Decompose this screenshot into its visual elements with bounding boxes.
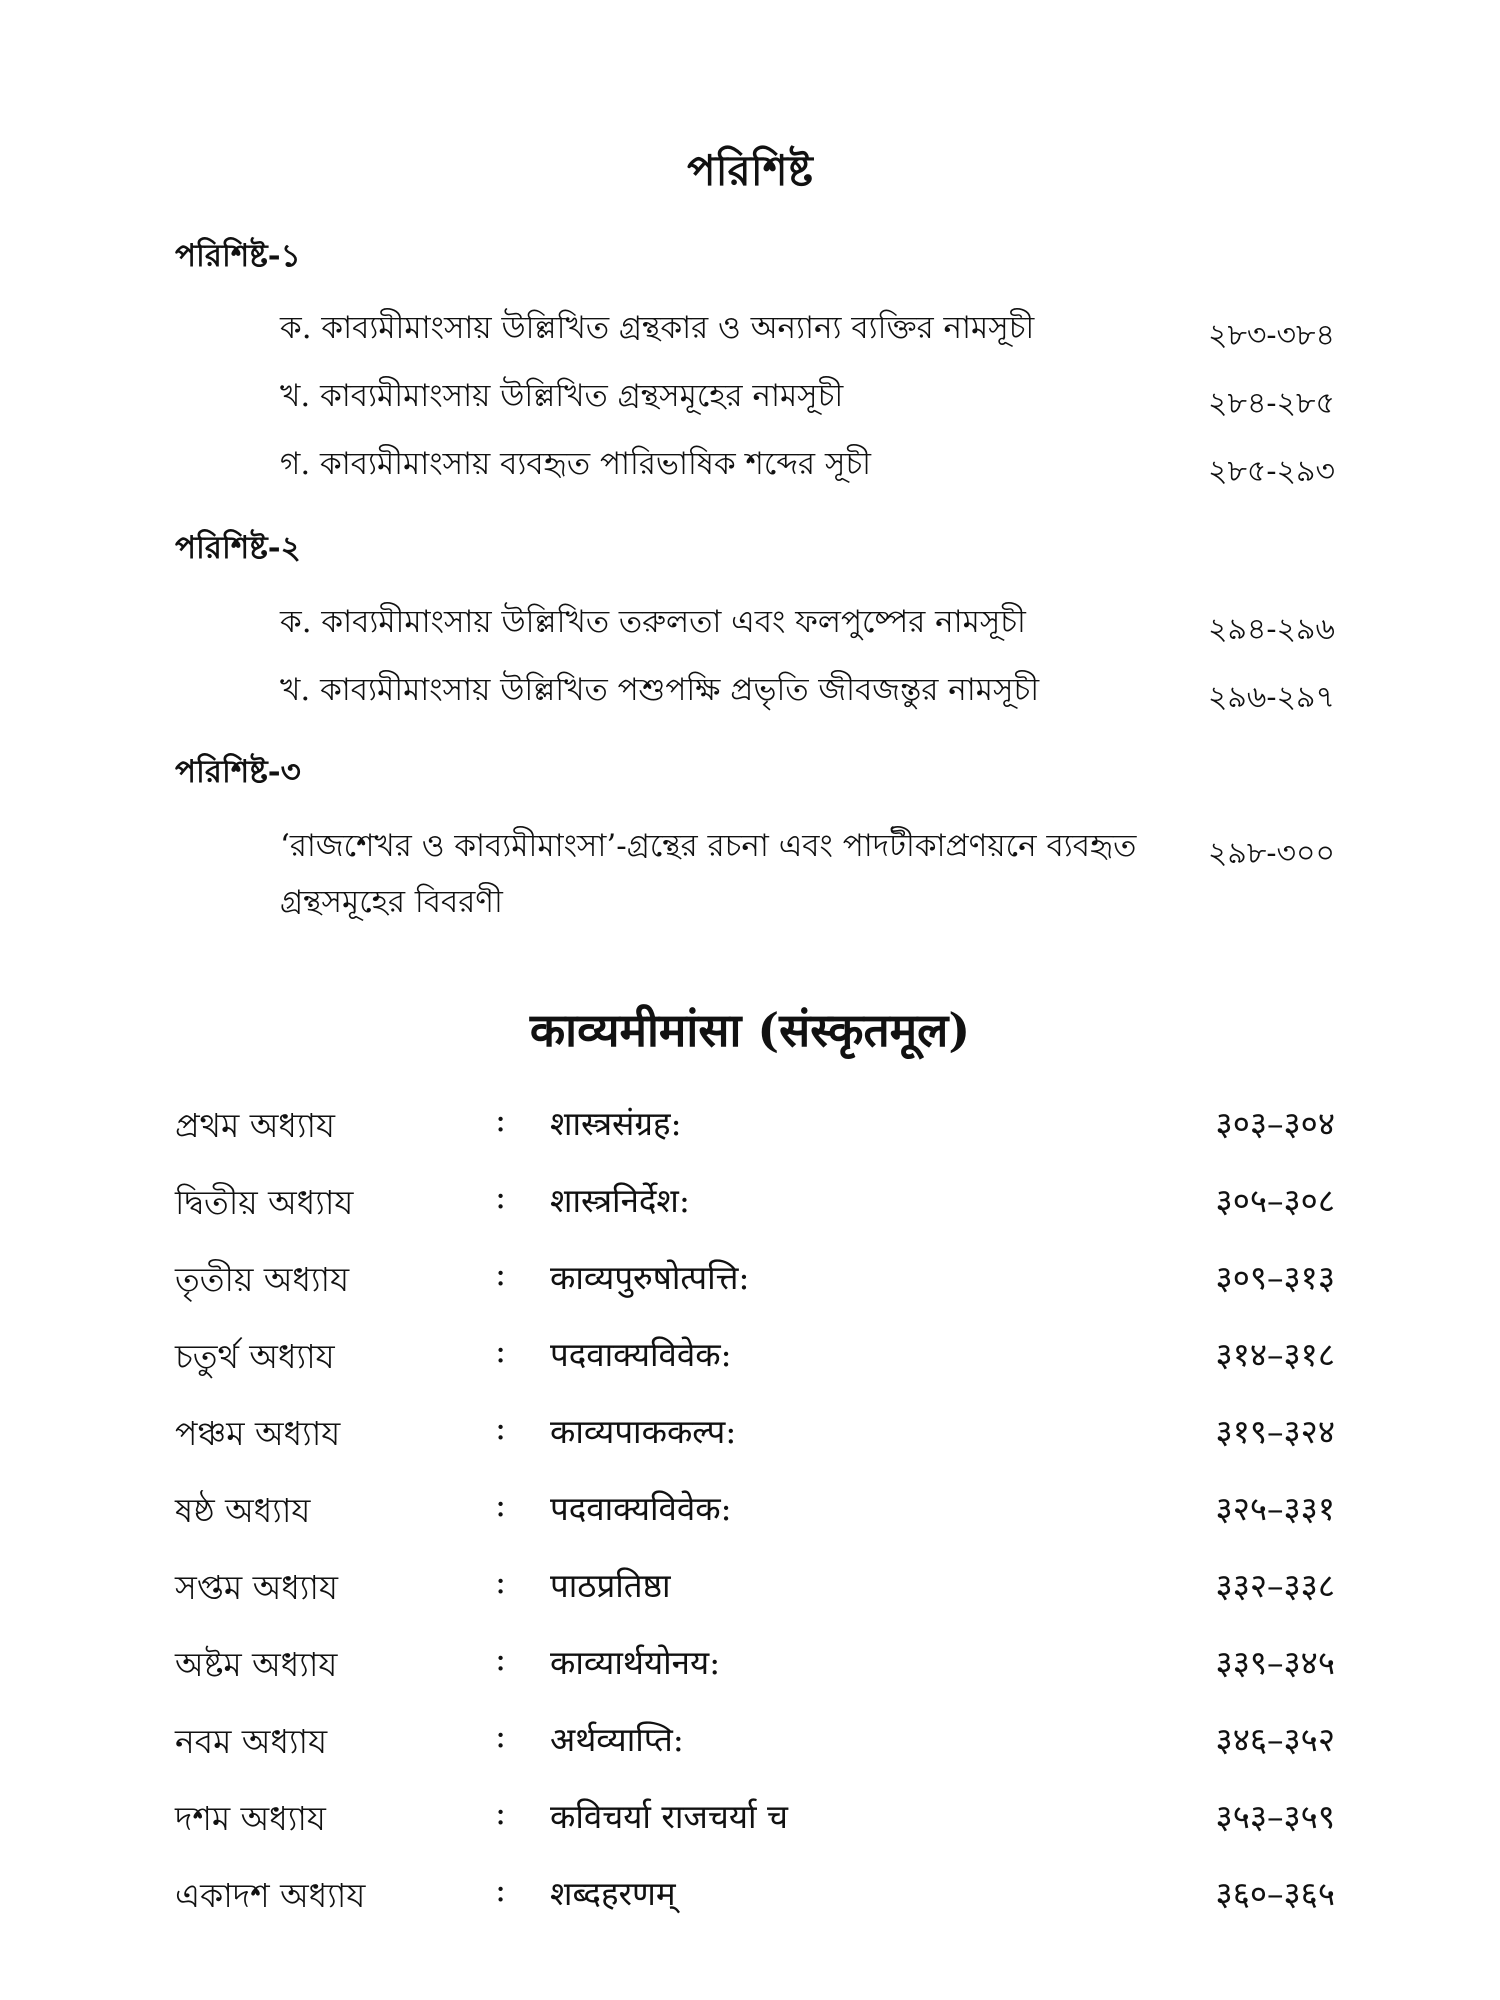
chapter-separator: : [495, 1716, 507, 1755]
chapter-separator: : [495, 1485, 507, 1524]
chapter-separator: : [495, 1639, 507, 1678]
chapter-pages: ३१४–३१८ [1215, 1335, 1335, 1374]
appendix-3-entry: ‘রাজশেখর ও কাব্যমীমাংসা’-গ্রন্থের রচনা এবং পাদটীকাপ্রণয়নে ব্যবহৃত গ্রন্থসমূহের বিবরণী [280, 828, 1137, 920]
chapter-row [175, 1716, 1335, 1776]
appendix-1-entry-c: গ. কাব্যমীমাংসায় ব্যবহৃত পারিভাষিক শব্দের সূচী [280, 446, 872, 482]
chapter-topic: शास्त्रसंग्रह: [550, 1104, 682, 1143]
chapter-name: তৃতীয় অধ্যায [175, 1260, 350, 1299]
chapter-topic: काव्यार्थयोनय: [550, 1643, 721, 1682]
chapter-pages: ३१९–३२४ [1215, 1412, 1335, 1451]
chapter-name: নবম অধ্যায [175, 1722, 328, 1761]
chapter-name: ষষ্ঠ অধ্যায [175, 1491, 311, 1530]
chapter-pages: ३३९–३४५ [1215, 1643, 1335, 1682]
chapter-topic: पदवाक्यविवेक: [550, 1335, 732, 1374]
chapter-name: অষ্টম অধ্যায [175, 1645, 338, 1684]
chapter-row [175, 1331, 1335, 1391]
chapter-separator: : [495, 1177, 507, 1216]
page-title: পরিশিষ্ট [687, 146, 813, 195]
appendix-2-entry-b: খ. কাব্যমীমাংসায় উল্লিখিত পশুপক্ষি প্রভৃতি জীবজন্তুর নামসূচী [280, 672, 1040, 708]
chapter-pages: ३६०–३६५ [1215, 1874, 1335, 1913]
chapter-name: সপ্তম অধ্যায [175, 1568, 338, 1607]
chapter-name: পঞ্চম অধ্যায [175, 1414, 341, 1453]
chapter-topic: कविचर्या राजचर्या च [550, 1797, 788, 1836]
chapter-pages: ३२५–३३१ [1215, 1489, 1335, 1528]
chapter-row [175, 1485, 1335, 1545]
chapter-row [175, 1639, 1335, 1699]
chapter-name: একাদশ অধ্যায [175, 1876, 366, 1915]
appendix-2-entry-a-pages: ২৯৪-২৯৬ [1207, 612, 1335, 647]
chapter-pages: ३३२–३३८ [1215, 1566, 1335, 1605]
chapter-pages: ३०५–३०८ [1215, 1181, 1335, 1220]
appendix-3-label: পরিশিষ্ট-৩ [175, 754, 301, 790]
chapter-pages: ३०३–३०४ [1215, 1104, 1335, 1143]
sanskrit-section-title: काव्यमीमांसा (संस्कृतमूल) [529, 1003, 971, 1057]
appendix-2-entry-b-pages: ২৯৬-২৯৭ [1207, 680, 1335, 715]
appendix-1-entry-b: খ. কাব্যমীমাংসায় উল্লিখিত গ্রন্থসমূহের নামসূচী [280, 378, 844, 414]
appendix-1-entry-a-pages: ২৮৩-৩৮৪ [1207, 318, 1335, 353]
chapter-name: প্রথম অধ্যায [175, 1106, 336, 1145]
appendix-1-entry-c-pages: ২৮৫-২৯৩ [1207, 454, 1335, 489]
chapter-topic: पदवाक्यविवेक: [550, 1489, 732, 1528]
chapter-separator: : [495, 1793, 507, 1832]
chapter-separator: : [495, 1331, 507, 1370]
chapter-row [175, 1562, 1335, 1622]
chapter-separator: : [495, 1870, 507, 1909]
appendix-1-entry-b-pages: ২৮৪-২৮৫ [1207, 386, 1335, 421]
chapter-name: চতুর্থ অধ্যায [175, 1337, 335, 1376]
appendix-1-label: পরিশিষ্ট-১ [175, 238, 301, 274]
appendix-1-entry-a: ক. কাব্যমীমাংসায় উল্লিখিত গ্রন্থকার ও অন্যান্য ব্যক্তির নামসূচী [280, 310, 1035, 346]
chapter-topic: शास्त्रनिर्देश: [550, 1181, 690, 1220]
chapter-separator: : [495, 1100, 507, 1139]
chapter-topic: काव्यपुरुषोत्पत्ति: [550, 1258, 750, 1297]
appendix-2-label: পরিশিষ্ট-২ [175, 530, 301, 566]
chapter-row [175, 1254, 1335, 1314]
chapter-topic: काव्यपाककल्प: [550, 1412, 737, 1451]
chapter-pages: ३५३–३५९ [1215, 1797, 1335, 1836]
chapter-topic: अर्थव्याप्ति: [550, 1720, 684, 1759]
chapter-name: দশম অধ্যায [175, 1799, 326, 1838]
chapter-pages: ३०९–३१३ [1215, 1258, 1335, 1297]
chapter-row [175, 1793, 1335, 1853]
chapter-separator: : [495, 1254, 507, 1293]
chapter-pages: ३४६–३५२ [1215, 1720, 1335, 1759]
appendix-3-entry-pages: ২৯৮-৩০০ [1207, 836, 1335, 871]
chapter-topic: शब्दहरणम् [550, 1874, 676, 1913]
chapter-row [175, 1100, 1335, 1160]
chapter-row [175, 1870, 1335, 1930]
appendix-2-entry-a: ক. কাব্যমীমাংসায় উল্লিখিত তরুলতা এবং ফলপুষ্পের নামসূচী [280, 604, 1026, 640]
chapter-name: দ্বিতীয় অধ্যায [175, 1183, 354, 1222]
chapter-separator: : [495, 1562, 507, 1601]
chapter-row [175, 1177, 1335, 1237]
chapter-topic: पाठप्रतिष्ठा [550, 1566, 671, 1605]
chapter-row [175, 1408, 1335, 1468]
chapter-separator: : [495, 1408, 507, 1447]
